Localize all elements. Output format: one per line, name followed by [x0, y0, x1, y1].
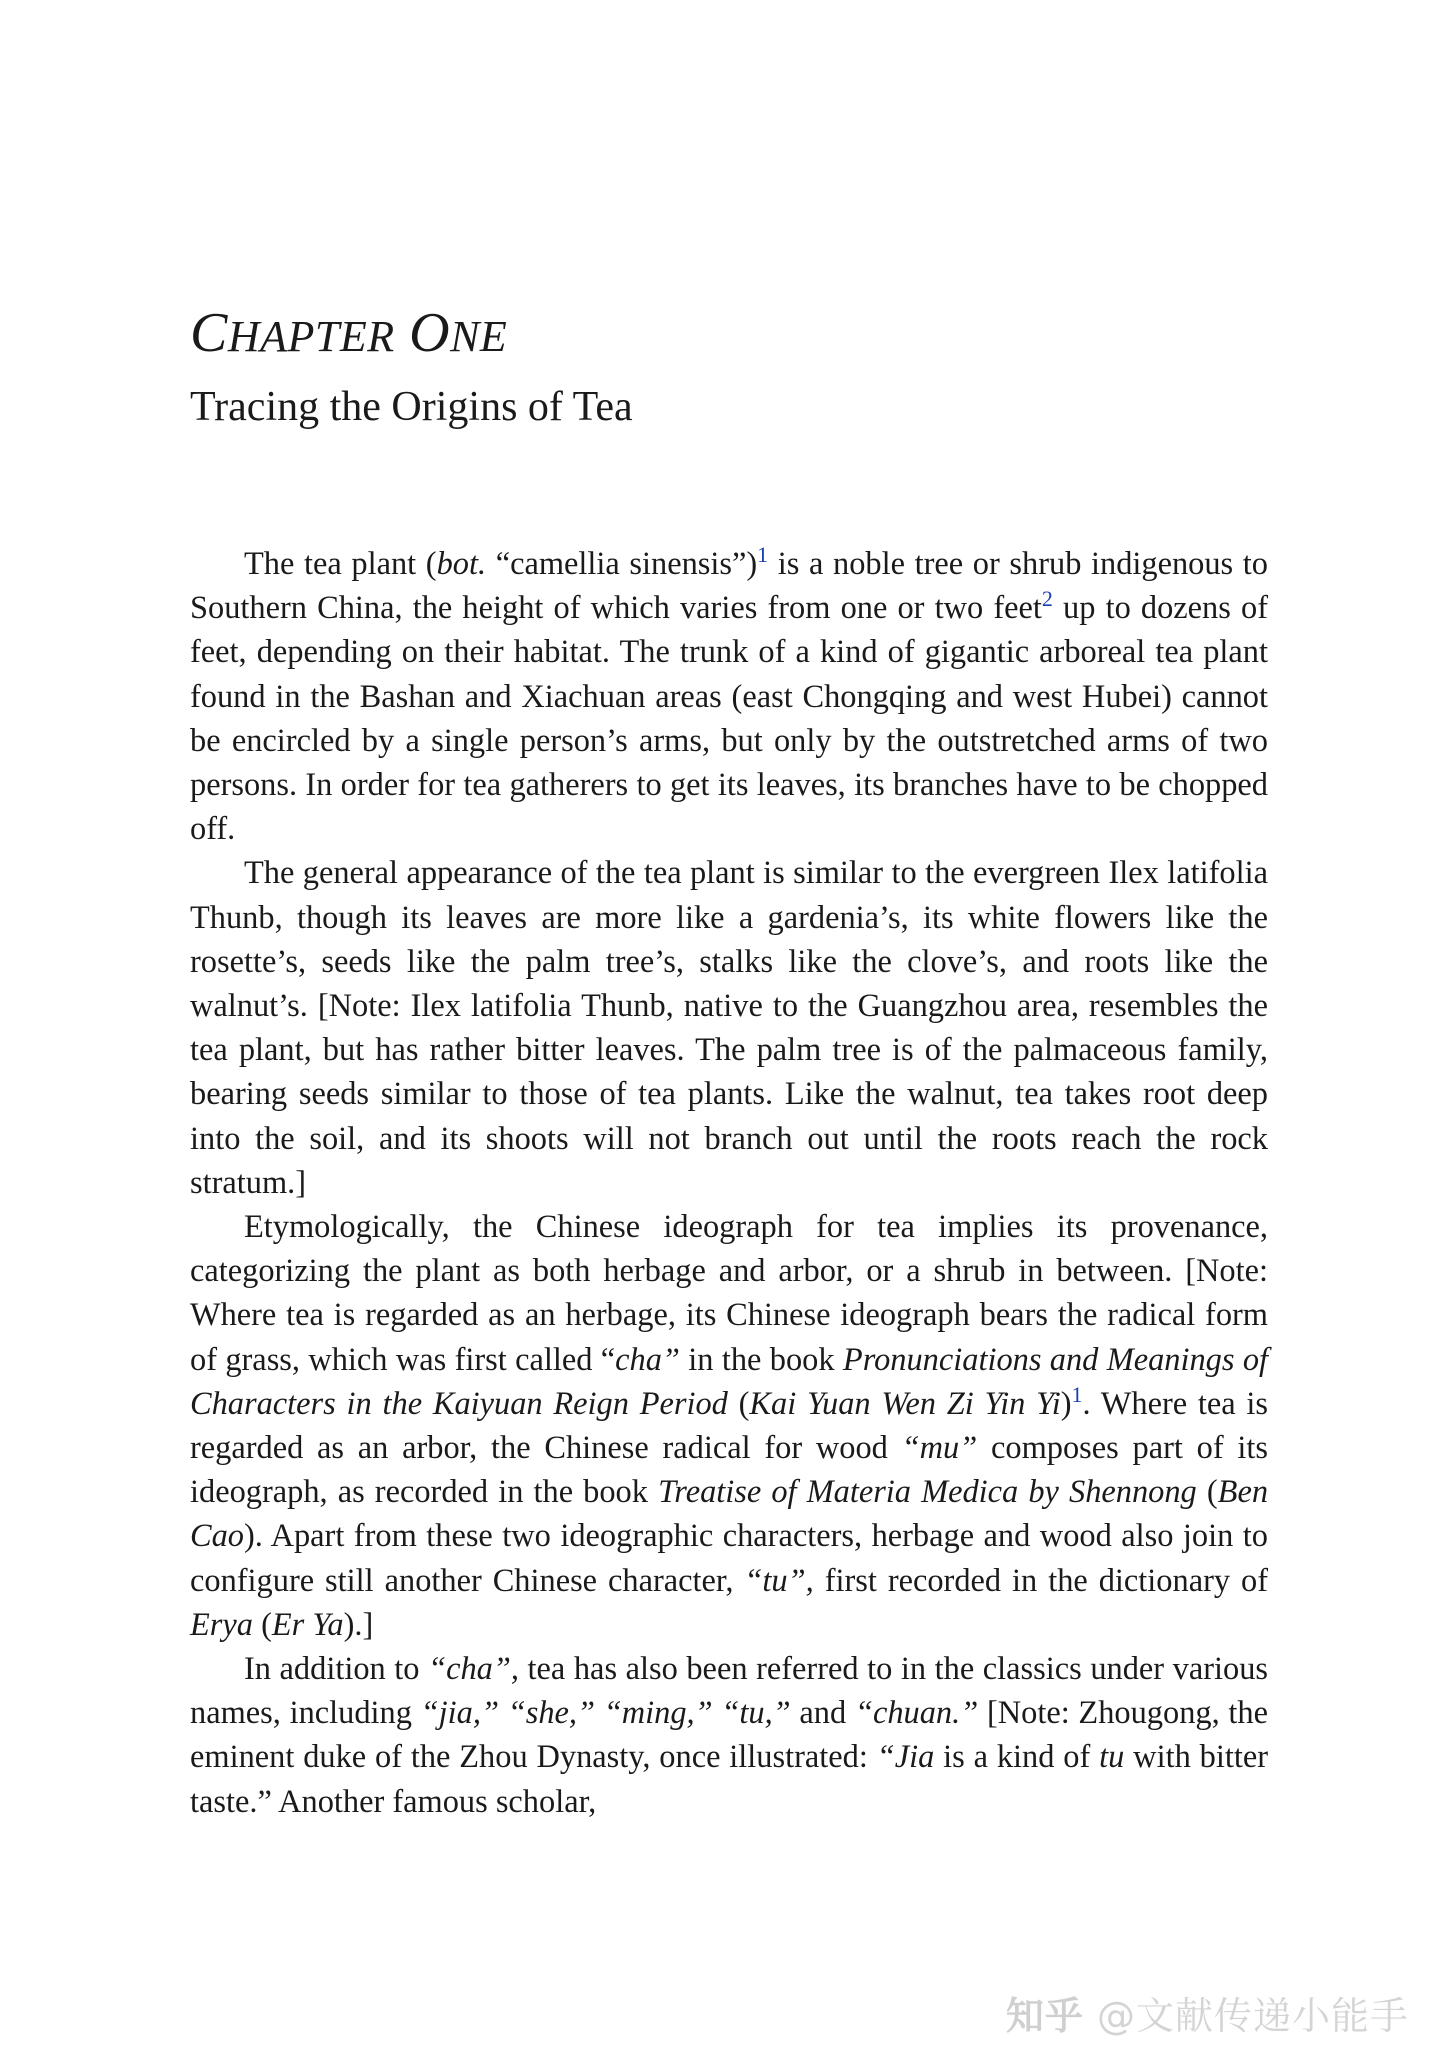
chapter-heading-initial: C	[190, 302, 228, 364]
document-page	[190, 300, 1268, 1824]
watermark-handle: @文献传递小能手	[1083, 1994, 1409, 2038]
paragraph-2: The general appearance of the tea plant is similar to the evergreen Ilex latifolia Thunb, though its leaves are more like a gardenia’s, its white flowers like the rosette’s, seeds like the palm tree’s, stalks like the clove’s, and roots like the walnut’s. [Note: Ilex latifolia Thunb, native to the Guangzhou area, resembles the tea plant, but has rather bitter leaves. The palm tree is of the palmaceous family, bearing seeds similar to those of tea plants. Like the walnut, tea takes root deep into the soil, and its shoots will not branch out until the roots reach the rock stratum.]	[190, 855, 1268, 1201]
body-text	[190, 542, 1268, 1824]
chapter-heading-smallcaps: HAPTER	[227, 312, 395, 361]
paragraph-3: Etymologically, the Chinese ideograph for tea implies its provenance, categorizing the plant as both herbage and arbor, or a shrub in between. [Note: Where tea is regarded as an herbage, its Chinese ideograph bears the radical form of grass, which was first called “cha” in the book Pronunciations and Meanings of Characters in the Kaiyuan Reign Period (Kai Yuan Wen Zi Yin Yi)$^1$. Where tea is regarded as an arbor, the Chinese radical for wood “mu” composes part of its ideograph, as recorded in the book Treatise of Materia Medica by Shennong (Ben Cao). Apart from these two ideographic characters, herbage and wood also join to configure still another Chinese character, “tu”, first recorded in the dictionary of Erya (Er Ya).]	[190, 1209, 1269, 1643]
footnote-ref-1[interactable]: 1	[757, 542, 769, 568]
chapter-heading	[190, 300, 1268, 370]
footnote-ref-3[interactable]: 1	[1071, 1382, 1083, 1408]
watermark-brand: 知乎	[1005, 1994, 1084, 2038]
zhihu-watermark	[1006, 1985, 1409, 2040]
paragraph-1: The tea plant (bot. “camellia sinensis”)$^1$ is a noble tree or shrub indigenous to Southern China, the height of which varies from one or two feet$^2$ up to dozens of feet, depending on their habitat. The trunk of a kind of gigantic arboreal tea plant found in the Bashan and Xiachuan areas (east Chongqing and west Hubei) cannot be encircled by a single person’s arms, but only by the outstretched arms of two persons. In order for tea gatherers to get its leaves, its branches have to be chopped off.	[190, 542, 1268, 848]
paragraph-4: In addition to “cha”, tea has also been referred to in the classics under various names, including “jia,” “she,” “ming,” “tu,” and “chuan.” [Note: Zhougong, the eminent duke of the Zhou Dynasty, once illustrated: “Jia is a kind of tu with bitter taste.” Another famous scholar,	[190, 1651, 1268, 1820]
chapter-heading-initial-2: O	[409, 302, 451, 364]
footnote-ref-2[interactable]: 2	[1041, 586, 1053, 612]
chapter-subtitle: Tracing the Origins of Tea	[190, 384, 633, 430]
chapter-heading-smallcaps-2: NE	[450, 312, 508, 361]
